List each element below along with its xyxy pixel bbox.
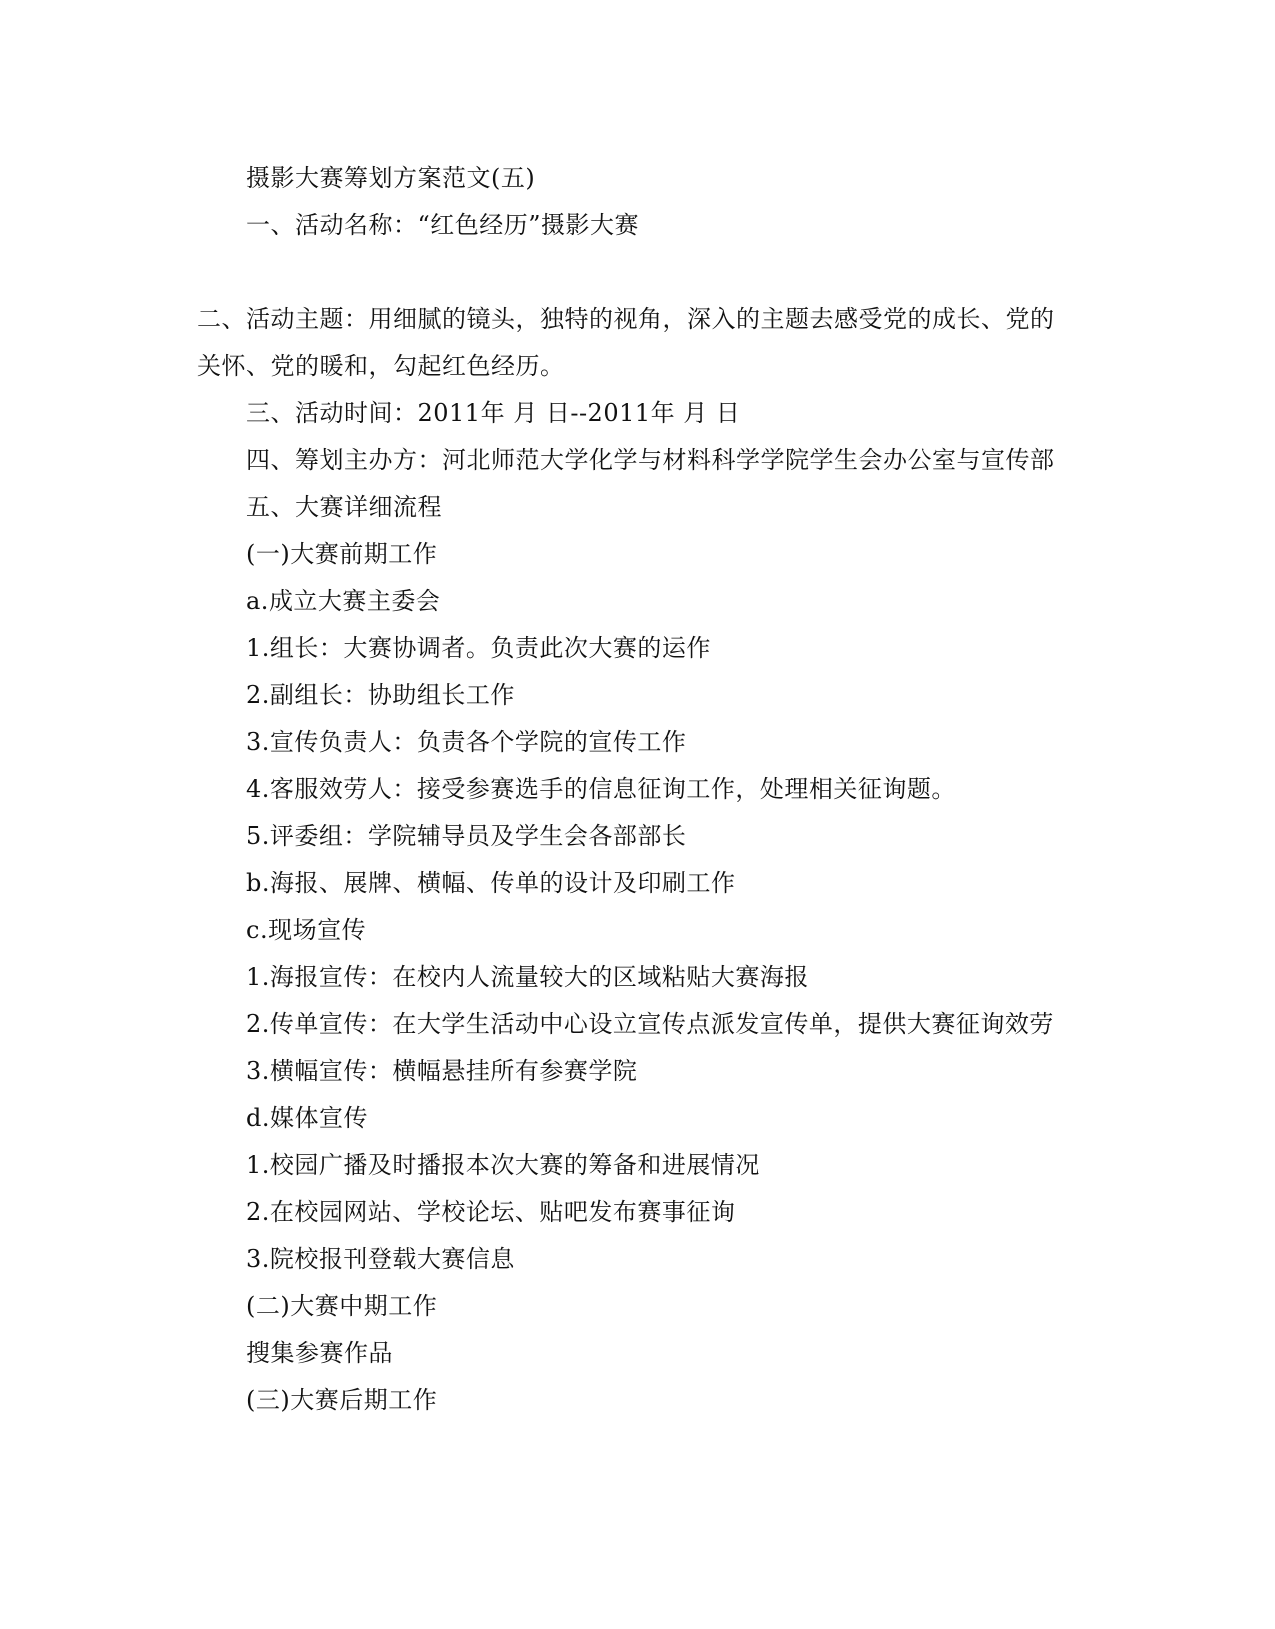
- list-item: 3.横幅宣传：横幅悬挂所有参赛学院: [246, 1057, 638, 1085]
- list-item: c.现场宣传: [246, 916, 367, 944]
- list-item: 1.组长：大赛协调者。负责此次大赛的运作: [246, 634, 711, 662]
- activity-theme-line: 二、活动主题：用细腻的镜头，独特的视角，深入的主题去感受党的成长、党的: [197, 305, 1055, 333]
- list-item: 1.海报宣传：在校内人流量较大的区域粘贴大赛海报: [246, 963, 809, 991]
- activity-name-line: 一、活动名称：“红色经历”摄影大赛: [246, 211, 640, 239]
- section-heading: 五、大赛详细流程: [246, 493, 442, 521]
- list-item: 2.传单宣传：在大学生活动中心设立宣传点派发宣传单，提供大赛征询效劳: [246, 1010, 1054, 1038]
- document-title: 摄影大赛筹划方案范文(五): [246, 164, 536, 192]
- subsection-heading: (一)大赛前期工作: [246, 540, 438, 568]
- subsection-heading: (三)大赛后期工作: [246, 1386, 438, 1414]
- list-item: 3.院校报刊登载大赛信息: [246, 1245, 515, 1273]
- activity-time-line: 三、活动时间：2011年 月 日--2011年 月 日: [246, 399, 741, 427]
- list-item: 2.副组长：协助组长工作: [246, 681, 515, 709]
- list-item: 搜集参赛作品: [246, 1339, 393, 1367]
- list-item: 3.宣传负责人：负责各个学院的宣传工作: [246, 728, 687, 756]
- list-item: d.媒体宣传: [246, 1104, 368, 1132]
- subsection-heading: (二)大赛中期工作: [246, 1292, 438, 1320]
- list-item: b.海报、展牌、横幅、传单的设计及印刷工作: [246, 869, 736, 897]
- list-item: a.成立大赛主委会: [246, 587, 441, 615]
- list-item: 4.客服效劳人：接受参赛选手的信息征询工作，处理相关征询题。: [246, 775, 956, 803]
- list-item: 2.在校园网站、学校论坛、贴吧发布赛事征询: [246, 1198, 736, 1226]
- list-item: 5.评委组：学院辅导员及学生会各部部长: [246, 822, 687, 850]
- organizer-line: 四、筹划主办方：河北师范大学化学与材料科学学院学生会办公室与宣传部: [246, 446, 1055, 474]
- list-item: 1.校园广播及时播报本次大赛的筹备和进展情况: [246, 1151, 760, 1179]
- activity-theme-continued: 关怀、党的暖和，勾起红色经历。: [197, 352, 565, 380]
